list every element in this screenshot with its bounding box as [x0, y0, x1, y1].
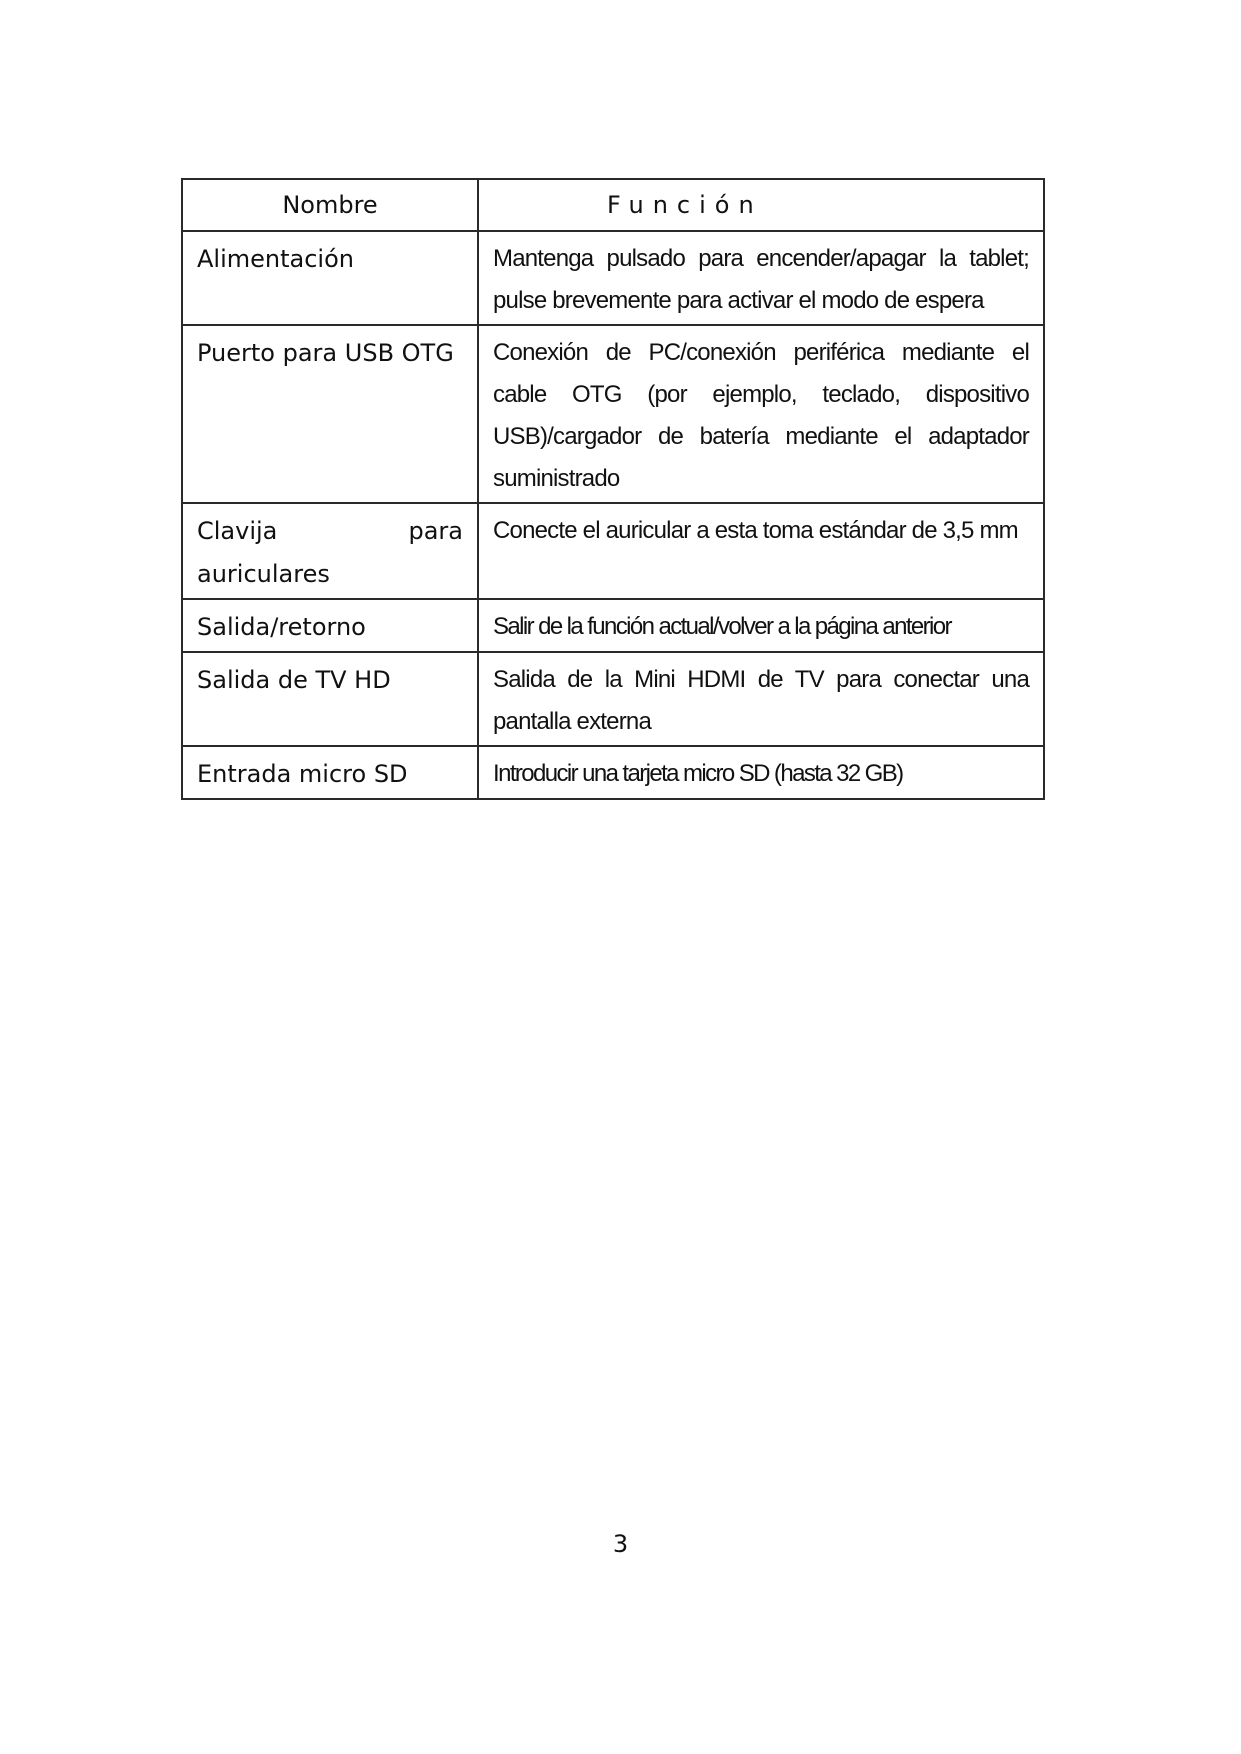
table-row [182, 746, 1044, 799]
row-name-cell: Salida/retorno [182, 599, 478, 652]
table-row [182, 652, 1044, 746]
table-header-row [182, 179, 1044, 231]
row-function-cell: Mantenga pulsado para encender/apagar la tablet; pulse brevemente para activar el modo de espera [478, 231, 1044, 325]
table-row [182, 503, 1044, 599]
row-function-cell: Salida de la Mini HDMI de TV para conectar una pantalla externa [478, 652, 1044, 746]
column-header-name: Nombre [182, 179, 478, 231]
table-row [182, 231, 1044, 325]
row-name-cell: Entrada micro SD [182, 746, 478, 799]
row-name-cell: Alimentación [182, 231, 478, 325]
column-header-function: Función [478, 179, 1044, 231]
table-row [182, 599, 1044, 652]
function-table [181, 178, 1045, 800]
row-name-cell: Clavija para auriculares [182, 503, 478, 599]
table-row [182, 325, 1044, 503]
row-name-cell: Puerto para USB OTG [182, 325, 478, 503]
row-function-cell: Conecte el auricular a esta toma estándar de 3,5 mm [478, 503, 1044, 599]
row-function-cell: Salir de la función actual/volver a la página anterior [478, 599, 1044, 652]
row-function-cell: Introducir una tarjeta micro SD (hasta 32 GB) [478, 746, 1044, 799]
row-function-cell: Conexión de PC/conexión periférica mediante el cable OTG (por ejemplo, teclado, dispositivo USB)/cargador de batería mediante el adaptador suministrado [478, 325, 1044, 503]
row-name-cell: Salida de TV HD [182, 652, 478, 746]
page-number: 3 [612, 1530, 629, 1558]
